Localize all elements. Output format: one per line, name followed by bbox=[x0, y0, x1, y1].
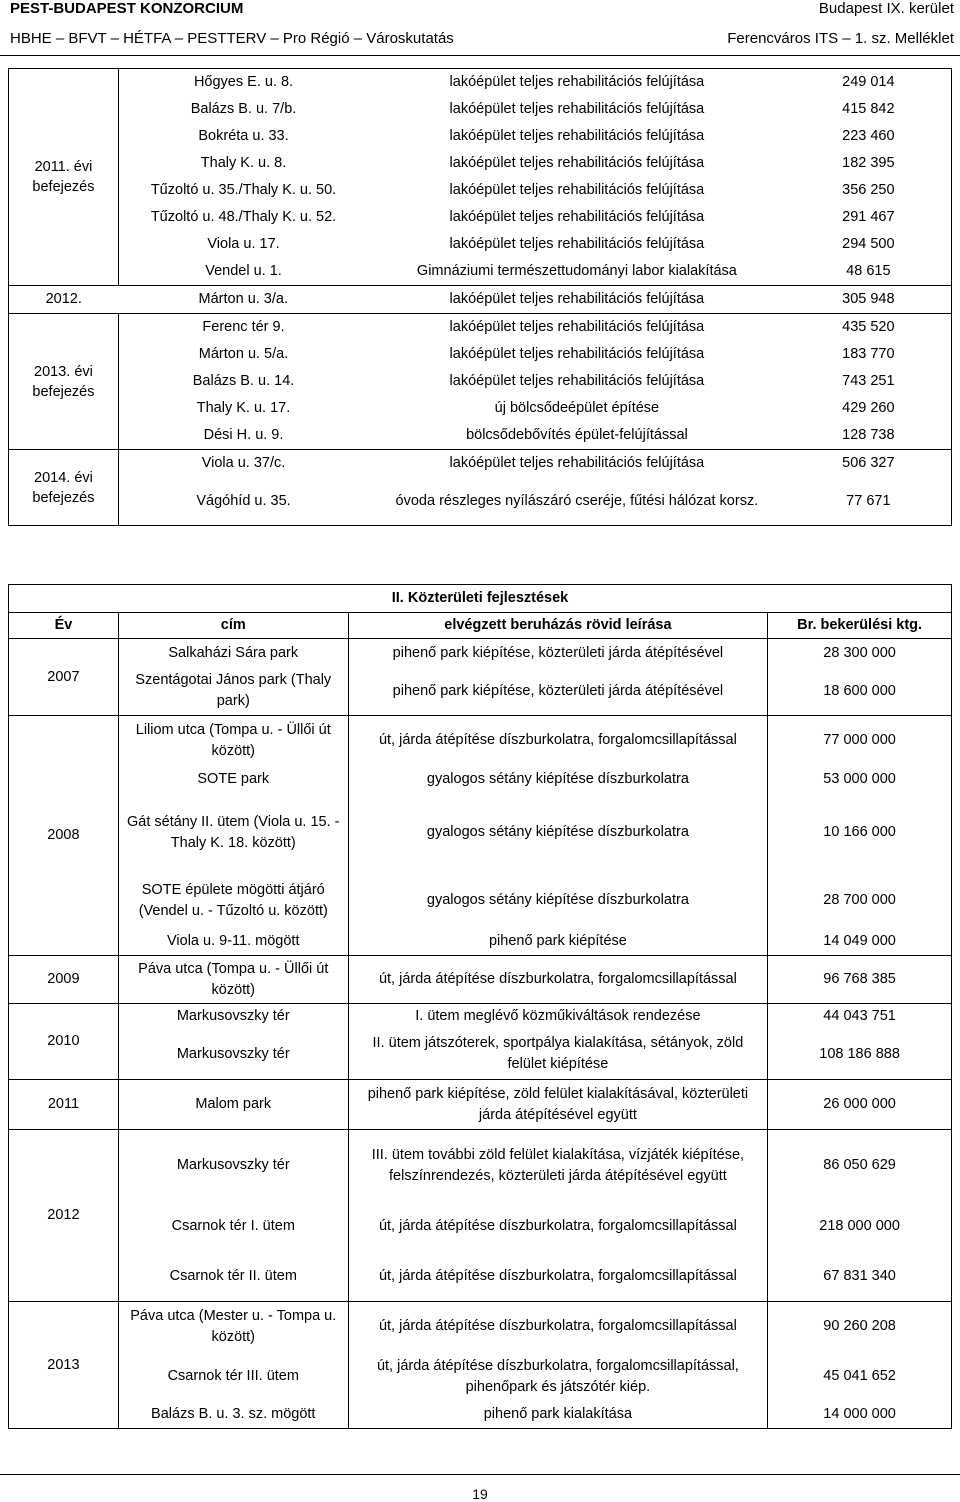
year-cell: 2014. évi befejezés bbox=[9, 450, 119, 526]
address-cell: SOTE épülete mögötti átjáró (Vendel u. - Tűzoltó u. között) bbox=[138, 881, 328, 919]
description-cell: pihenő park kialakítása bbox=[348, 1402, 768, 1429]
description-cell: lakóépület teljes rehabilitációs felújítása bbox=[449, 182, 705, 198]
description-cell: lakóépület teljes rehabilitációs felújítása bbox=[449, 236, 705, 252]
value-cell: 128 738 bbox=[842, 427, 895, 443]
description-cell: út, járda átépítése díszburkolatra, forgalomcsillapítással bbox=[348, 1202, 768, 1252]
description-cell: út, járda átépítése díszburkolatra, forgalomcsillapítással bbox=[348, 1302, 768, 1352]
table-row bbox=[9, 177, 952, 204]
description-cell: út, járda átépítése díszburkolatra, forgalomcsillapítással bbox=[348, 716, 768, 766]
cost-cell: 28 300 000 bbox=[768, 639, 952, 668]
cost-cell: 45 041 652 bbox=[768, 1352, 952, 1402]
table-title: II. Közterületi fejlesztések bbox=[9, 585, 952, 613]
description-cell: pihenő park kiépítése, közterületi járda átépítésével bbox=[348, 639, 768, 668]
address-cell: Balázs B. u. 3. sz. mögött bbox=[151, 1406, 316, 1423]
description-cell: lakóépület teljes rehabilitációs felújítása bbox=[449, 74, 705, 90]
table-row bbox=[9, 1004, 952, 1030]
header-description: elvégzett beruházás rövid leírása bbox=[348, 613, 768, 639]
value-cell: 429 260 bbox=[842, 400, 895, 416]
table-row bbox=[9, 258, 952, 286]
value-cell: 249 014 bbox=[842, 74, 895, 90]
table-row bbox=[9, 1402, 952, 1429]
address-cell: Tűzoltó u. 35./Thaly K. u. 50. bbox=[150, 182, 337, 198]
value-cell: 77 671 bbox=[846, 493, 891, 509]
cost-cell: 96 768 385 bbox=[768, 956, 952, 1004]
address-cell: Csarnok tér I. ütem bbox=[171, 1218, 295, 1234]
table-row bbox=[9, 231, 952, 258]
year-cell: 2013. évi befejezés bbox=[9, 314, 119, 450]
year-cell: 2009 bbox=[9, 956, 119, 1004]
year-cell: 2010 bbox=[9, 1004, 119, 1080]
cost-cell: 28 700 000 bbox=[768, 873, 952, 929]
value-cell: 48 615 bbox=[846, 263, 891, 279]
table-row bbox=[9, 1302, 952, 1352]
cost-cell: 18 600 000 bbox=[768, 668, 952, 716]
cost-cell: 14 049 000 bbox=[768, 929, 952, 956]
description-cell: lakóépület teljes rehabilitációs felújítása bbox=[368, 286, 786, 314]
public-space-table bbox=[8, 584, 952, 1429]
table-row bbox=[9, 929, 952, 956]
address-cell: Markusovszky tér bbox=[118, 1130, 348, 1202]
housing-renovation-table bbox=[8, 68, 952, 526]
district-name: Budapest IX. kerület bbox=[818, 0, 954, 17]
address-cell: Csarnok tér III. ütem bbox=[167, 1368, 299, 1384]
description-cell: lakóépület teljes rehabilitációs felújítása bbox=[449, 128, 705, 144]
description-cell: bölcsődebővítés épület-felújítással bbox=[466, 427, 688, 443]
cost-cell: 90 260 208 bbox=[768, 1302, 952, 1352]
address-cell: Tűzoltó u. 48./Thaly K. u. 52. bbox=[150, 209, 337, 225]
table-row bbox=[9, 1130, 952, 1202]
table-row bbox=[9, 956, 952, 1004]
value-cell: 415 842 bbox=[842, 101, 895, 117]
description-cell: új bölcsődeépület építése bbox=[494, 400, 660, 416]
value-cell: 506 327 bbox=[786, 450, 952, 478]
table-row bbox=[9, 1080, 952, 1130]
description-cell: lakóépület teljes rehabilitációs felújítása bbox=[449, 155, 705, 171]
description-cell: II. ütem játszóterek, sportpálya kialakítása, sétányok, zöld felület kiépítése bbox=[348, 1030, 768, 1080]
address-cell: Páva utca (Tompa u. - Üllői út között) bbox=[118, 956, 348, 1004]
table-row bbox=[9, 395, 952, 422]
address-cell: Malom park bbox=[118, 1080, 348, 1130]
cost-cell: 53 000 000 bbox=[768, 766, 952, 793]
description-cell: lakóépület teljes rehabilitációs felújítása bbox=[449, 101, 705, 117]
cost-cell: 108 186 888 bbox=[768, 1030, 952, 1080]
cost-cell: 10 166 000 bbox=[768, 793, 952, 873]
cost-cell: 26 000 000 bbox=[768, 1080, 952, 1130]
description-cell: óvoda részleges nyílászáró cseréje, fűtési hálózat korsz. bbox=[395, 493, 759, 509]
cost-cell: 44 043 751 bbox=[768, 1004, 952, 1030]
address-cell: Balázs B. u. 14. bbox=[192, 373, 295, 389]
header-cost: Br. bekerülési ktg. bbox=[768, 613, 952, 639]
header-address: cím bbox=[118, 613, 348, 639]
table-row bbox=[9, 1252, 952, 1302]
consortium-name: PEST-BUDAPEST KONZORCIUM bbox=[10, 0, 244, 17]
table-header-row bbox=[9, 613, 952, 639]
description-cell: út, járda átépítése díszburkolatra, forgalomcsillapítással, pihenőpark és játszótér kiép. bbox=[348, 1352, 768, 1402]
description-cell: gyalogos sétány kiépítése díszburkolatra bbox=[348, 793, 768, 873]
cost-cell: 86 050 629 bbox=[768, 1130, 952, 1202]
value-cell: 294 500 bbox=[842, 236, 895, 252]
description-cell: lakóépület teljes rehabilitációs felújítása bbox=[449, 346, 705, 362]
year-cell: 2012 bbox=[9, 1130, 119, 1302]
description-cell: gyalogos sétány kiépítése díszburkolatra bbox=[348, 873, 768, 929]
year-cell: 2013 bbox=[9, 1302, 119, 1429]
table-row bbox=[9, 314, 952, 342]
year-cell: 2012. bbox=[9, 286, 119, 314]
table-row bbox=[9, 204, 952, 231]
description-cell: Gimnáziumi természettudományi labor kialakítása bbox=[416, 263, 737, 279]
header-bottom bbox=[10, 30, 954, 47]
description-cell: I. ütem meglévő közműkiváltások rendezése bbox=[348, 1004, 768, 1030]
table-row bbox=[9, 793, 952, 873]
table-row bbox=[9, 96, 952, 123]
description-cell: út, járda átépítése díszburkolatra, forgalomcsillapítással bbox=[348, 1252, 768, 1302]
document-title: Ferencváros ITS – 1. sz. Melléklet bbox=[727, 30, 954, 47]
description-cell: III. ütem további zöld felület kialakítása, vízjáték kiépítése, felszínrendezés, közterületi járda átépítésével együtt bbox=[348, 1130, 768, 1202]
address-cell: Dési H. u. 9. bbox=[203, 427, 284, 443]
address-cell: Vágóhíd u. 35. bbox=[196, 493, 291, 509]
description-cell: lakóépület teljes rehabilitációs felújítása bbox=[449, 373, 705, 389]
address-cell: Thaly K. u. 17. bbox=[196, 400, 291, 416]
address-cell: Markusovszky tér bbox=[176, 1045, 290, 1062]
partners-list: HBHE – BFVT – HÉTFA – PESTTERV – Pro Régió – Városkutatás bbox=[10, 30, 454, 47]
description-cell: út, járda átépítése díszburkolatra, forgalomcsillapítással bbox=[348, 956, 768, 1004]
value-cell: 223 460 bbox=[842, 128, 895, 144]
description-cell: pihenő park kiépítése, zöld felület kialakításával, közterületi járda átépítésével együtt bbox=[348, 1080, 768, 1130]
cost-cell: 14 000 000 bbox=[768, 1402, 952, 1429]
cost-cell: 218 000 000 bbox=[768, 1202, 952, 1252]
header-top bbox=[10, 0, 954, 17]
address-cell: Salkaházi Sára park bbox=[118, 639, 348, 668]
description-cell: lakóépület teljes rehabilitációs felújítása bbox=[449, 209, 705, 225]
value-cell: 291 467 bbox=[842, 209, 895, 225]
year-cell: 2007 bbox=[9, 639, 119, 716]
cost-cell: 77 000 000 bbox=[768, 716, 952, 766]
description-cell: lakóépület teljes rehabilitációs felújítása bbox=[368, 450, 786, 478]
address-cell: Csarnok tér II. ütem bbox=[169, 1267, 297, 1284]
address-cell: Márton u. 5/a. bbox=[198, 346, 289, 362]
table-row bbox=[9, 1352, 952, 1402]
address-cell: Markusovszky tér bbox=[118, 1004, 348, 1030]
address-cell: Gát sétány II. ütem (Viola u. 15. - Thaly K. 18. között) bbox=[127, 813, 340, 851]
table-row bbox=[9, 368, 952, 395]
page-number: 19 bbox=[472, 1486, 488, 1502]
table-row bbox=[9, 873, 952, 929]
address-cell: Viola u. 37/c. bbox=[118, 450, 368, 478]
address-cell: Hőgyes E. u. 8. bbox=[193, 74, 294, 90]
value-cell: 183 770 bbox=[842, 346, 895, 362]
table-row bbox=[9, 766, 952, 793]
table-row bbox=[9, 477, 952, 526]
table-row bbox=[9, 1202, 952, 1252]
table-row bbox=[9, 422, 952, 450]
table-row bbox=[9, 450, 952, 478]
address-cell: Vendel u. 1. bbox=[205, 263, 282, 279]
table-row bbox=[9, 69, 952, 97]
year-cell: 2008 bbox=[9, 716, 119, 956]
description-cell: gyalogos sétány kiépítése díszburkolatra bbox=[348, 766, 768, 793]
address-cell: Thaly K. u. 8. bbox=[200, 155, 287, 171]
description-cell: lakóépület teljes rehabilitációs felújítása bbox=[368, 314, 786, 342]
header-divider bbox=[0, 55, 960, 56]
value-cell: 435 520 bbox=[786, 314, 952, 342]
address-cell: Bokréta u. 33. bbox=[198, 128, 289, 144]
value-cell: 356 250 bbox=[842, 182, 895, 198]
table-row bbox=[9, 716, 952, 766]
address-cell: Szentágotai János park (Thaly park) bbox=[135, 672, 332, 710]
address-cell: Liliom utca (Tompa u. - Üllői út között) bbox=[118, 716, 348, 766]
value-cell: 182 395 bbox=[842, 155, 895, 171]
table-row bbox=[9, 1030, 952, 1080]
cost-cell: 67 831 340 bbox=[768, 1252, 952, 1302]
address-cell: Viola u. 9-11. mögött bbox=[167, 933, 300, 950]
address-cell: Viola u. 17. bbox=[207, 236, 280, 252]
description-cell: pihenő park kiépítése, közterületi járda átépítésével bbox=[348, 668, 768, 716]
footer-divider bbox=[0, 1474, 960, 1475]
address-cell: SOTE park bbox=[197, 770, 270, 787]
value-cell: 305 948 bbox=[786, 286, 952, 314]
table-row bbox=[9, 150, 952, 177]
address-cell: Páva utca (Mester u. - Tompa u. között) bbox=[118, 1302, 348, 1352]
table-row bbox=[9, 668, 952, 716]
table-row bbox=[9, 123, 952, 150]
table-title-row bbox=[9, 585, 952, 613]
table-row bbox=[9, 286, 952, 314]
header-year: Év bbox=[9, 613, 119, 639]
table-row bbox=[9, 341, 952, 368]
table-row bbox=[9, 639, 952, 668]
year-cell: 2011 bbox=[9, 1080, 119, 1130]
year-cell: 2011. évi befejezés bbox=[9, 69, 119, 286]
address-cell: Balázs B. u. 7/b. bbox=[190, 101, 297, 117]
address-cell: Márton u. 3/a. bbox=[118, 286, 368, 314]
description-cell: pihenő park kiépítése bbox=[348, 929, 768, 956]
value-cell: 743 251 bbox=[842, 373, 895, 389]
address-cell: Ferenc tér 9. bbox=[118, 314, 368, 342]
